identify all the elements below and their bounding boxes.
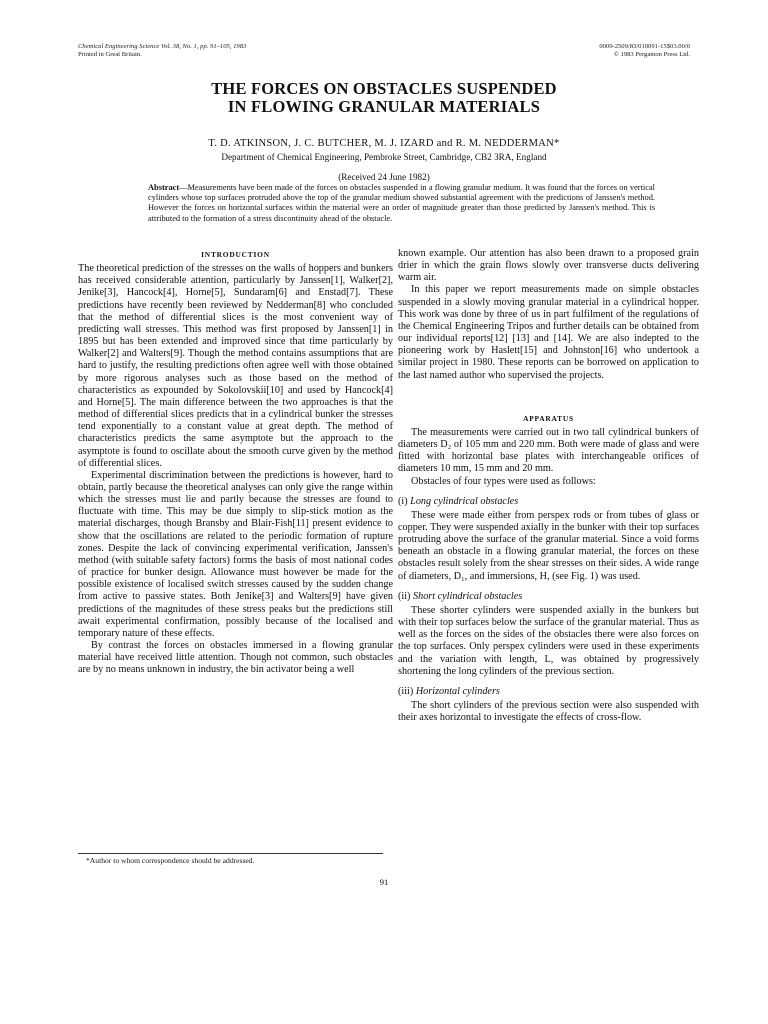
journal-header [78,43,246,59]
abstract-label: Abstract [148,183,180,192]
subsection-heading-2 [398,591,699,603]
apparatus-paragraph-2: Obstacles of four types were used as follows: [411,475,596,487]
intro-paragraph-4: known example. Our attention has also been drawn to a proposed grain drier in which the grain flows slowly over transverse ducts delivering warm air. [398,248,699,284]
intro-paragraph-2: Experimental discrimination between the predictions is however, hard to obtain, partly because the theoretical analyses can only give the range within which the stresses must lie and partly because the stresses are found to fluctuate with time. This may be due simply to slip-stick motion as the material discharges, though Bransby and Blair-Fish[11] present evidence to show that the oscillations are related to the periodic formation of rupture zones. Despite the lack of convincing experimental verification, Janssen's method (with suitable safety factors) forms the basis of most national codes of practice for bunker design. Allowance must however be made for the possible existence of localised switch stresses caused by the sudden change from active to passive states. Both Jenike[3] and Walters[9] have given predictions of the magnitudes of these stress peaks but the predictions still await experimental confirmation, possibly because of the localised and temporary nature of these effects. [78,469,393,639]
title-line-2: IN FLOWING GRANULAR MATERIALS [227,97,541,116]
affiliation: Department of Chemical Engineering, Pembroke Street, Cambridge, CB2 3RA, England [221,152,547,162]
intro-paragraph-1: The theoretical prediction of the stresses on the walls of hoppers and bunkers has received considerable attention, particularly by Janssen[1], Walker[2], Jenike[3], Hancock[4], Horne[5], Sundaram[6] and Enstad[7]. These predictions have recently been reviewed by Nedderman[8] who concluded that the method of differential slices is the most convenient way of predicting wall stresses. This method was first proposed by Janssen[1] in 1895 but has been extended and improved since that time particularly by Walker[2] and Walters[9]. Though the method contains assumptions that are hard to justify, the resulting predictions often agree well with those obtained by more rigorous analyses such as those based on the method of characteristics as expounded by Sokolovskii[10] and used by Hancock[4] and Horne[5]. The main difference between the two approaches is that the method of differential slices predicts that in a cylindrical bunker the stresses tend exponentially to a constant value at great depth. The method of characteristics predicts the same asymptote but the approach to the asymptote is found to oscillate about the smooth curve given by the method of differential slices. [78,263,393,469]
issn-code: 0009-2509/83/010091-15$03.00/0 [599,43,690,50]
intro-paragraph-5: In this paper we report measurements made on simple obstacles suspended in a slowly moving granular material in a cylindrical hopper. This work was done by three of us in part fulfilment of the regulations of the Chemical Engineering Tripos and further details can be obtained from our individual reports[12] [13] and [14]. We are also indepted to the pioneering work by Haslett[15] and Johnston[16] who undertook a similar project in 1980. These reports can be borrowed on application to the last named author who supervised the projects. [398,284,699,381]
subsection-number-2: (ii) [398,590,411,602]
copyright-header [599,43,690,59]
received-date: (Received 24 June 1982) [338,172,430,182]
subsection-title-2: Short cylindrical obstacles [413,590,523,602]
right-column [398,248,699,724]
apparatus-paragraph-1: The measurements were carried out in two tall cylindrical bunkers of diameters D₂ of 105 mm and 220 mm. Both were made of glass and were fitted with horizontal base plates with interchangeable orifices of diameters 10 mm, 15 mm and 20 mm. [398,426,699,475]
subsection-number-3: (iii) [398,685,414,697]
title-line-1: THE FORCES ON OBSTACLES SUSPENDED [211,79,557,98]
intro-paragraph-3: By contrast the forces on obstacles immersed in a flowing granular material have received little attention. Though not common, such obstacles are by no means unknown in industry, the bin activator being a well [78,640,393,676]
printed-note: Printed in Great Britain. [78,51,142,58]
abstract-text: —Measurements have been made of the forces on obstacles suspended in a flowing granular medium. It was found that the forces on vertical cylinders whose top surfaces protruded above the top of the granular medium showed substantial agreement with the predictions of Janssen's method. However the forces on horizontal surfaces within the material were an order of magnitude greater than those predicted by Janssen's method. This is attributed to the formation of a stress discontinuity ahead of the obstacle. [148,183,655,223]
author-list: T. D. ATKINSON, J. C. BUTCHER, M. J. IZARD and R. M. NEDDERMAN* [208,138,560,149]
introduction-heading: INTRODUCTION [201,250,270,259]
apparatus-heading: APPARATUS [523,413,574,423]
page-number: 91 [379,877,389,887]
subsection-heading-1 [398,496,699,508]
subsection-title-1: Long cylindrical obstacles [410,495,519,507]
copyright-note: © 1983 Pergamon Press Ltd. [613,51,690,58]
paper-title [0,80,768,116]
subsection-title-3: Horizontal cylinders [415,685,500,697]
subsection-text-2: These shorter cylinders were suspended axially in the bunkers but with their top surfaces below the surface of the granular material. Thus as well as the forces on the sides of the obstacles there were also forces on the top surfaces. Only perspex cylinders were used in these experiments and the variation with length, L, was obtained by progressively shortening the long cylinders of the previous section. [398,604,699,677]
left-column [78,248,393,676]
subsection-text-1: These were made either from perspex rods or from tubes of glass or copper. They were suspended axially in the bunker with their top surfaces protruding above the surface of the granular material. Since a void forms beneath an obstacle in a flowing granular material, the forces on these obstacles result solely from the shear stresses on their sides. A wide range of diameters, D₁, and immersions, H, (see Fig. 1) was used. [398,509,699,582]
abstract [148,183,655,224]
footnote: *Author to whom correspondence should be addressed. [86,856,255,865]
subsection-heading-3 [398,686,699,698]
subsection-text-3: The short cylinders of the previous section were also suspended with their axes horizontal to investigate the effects of cross-flow. [398,700,699,724]
journal-citation: Chemical Engineering Science Vol. 38, No. 1, pp. 91–105, 1983 [78,43,247,50]
footnote-rule [78,853,383,854]
subsection-number-1: (i) [398,495,408,507]
